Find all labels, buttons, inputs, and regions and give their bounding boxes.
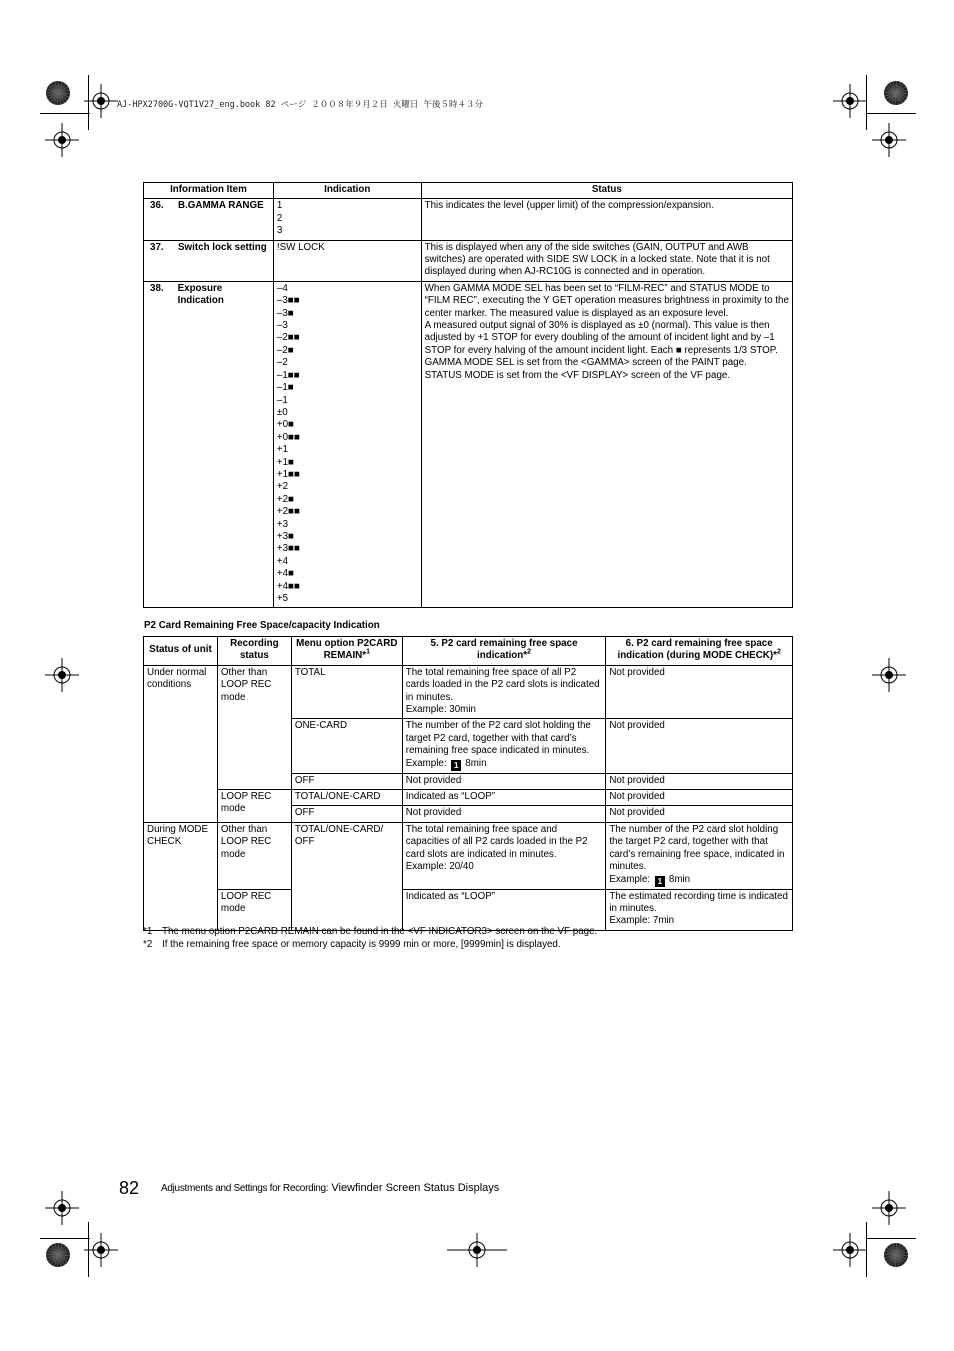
col5-cell [402, 719, 606, 773]
example-text: Example: 7min [609, 915, 675, 927]
menu-option-cell: TOTAL [291, 665, 402, 719]
col6-cell: Not provided [606, 719, 793, 773]
footnote-ref: 2 [776, 649, 781, 657]
list-line: –3 [276, 320, 288, 332]
example-label: Example: [609, 873, 651, 885]
header-status-of-unit: Status of unit [144, 637, 218, 666]
item-cell [144, 281, 274, 608]
header-indication: Indication [273, 183, 421, 199]
status-cell [421, 199, 792, 240]
list-line: +1 [276, 444, 289, 456]
item-number: 37. [150, 241, 164, 253]
footnote-text: The menu option P2CARD REMAIN can be found in the <VF INDICATOR3> screen on the VF page. [162, 926, 598, 937]
col5-cell: Not provided [402, 806, 606, 822]
list-line: +3■ [276, 530, 294, 542]
list-line: +4 [276, 555, 289, 567]
footnote-ref: 2 [527, 649, 531, 657]
list-line: +1■ [276, 456, 294, 468]
menu-option-cell: ONE-CARD [291, 719, 402, 773]
col5-cell [402, 822, 606, 889]
example-value: 8min [668, 873, 691, 885]
section-title: P2 Card Remaining Free Space/capacity Indication [144, 620, 380, 631]
status-cell [421, 240, 792, 281]
slot-number-icon: 1 [451, 760, 461, 771]
page-section-title [161, 1182, 499, 1194]
section-label: Adjustments and Settings for Recording: [161, 1183, 329, 1194]
indication-cell [273, 281, 421, 608]
list-line: +1■■ [276, 468, 300, 480]
list-line: –3■■ [276, 295, 300, 307]
list-line: This indicates the level (upper limit) of the compression/expansion. [424, 200, 714, 212]
recording-status-cell: LOOP REC mode [217, 889, 291, 930]
example-label: Example: [405, 757, 447, 769]
subsection-label: Viewfinder Screen Status Displays [331, 1182, 500, 1194]
example-value: 8min [465, 757, 487, 769]
list-line: +5 [276, 593, 289, 604]
status-cell [421, 281, 792, 608]
example-line [609, 874, 789, 887]
footnote [143, 926, 597, 937]
list-line: –1 [276, 394, 288, 406]
table-row [144, 790, 793, 806]
example-line [406, 758, 603, 771]
menu-option-cell: OFF [291, 773, 402, 789]
table-row [144, 665, 793, 719]
col6-cell: Not provided [606, 806, 793, 822]
list-line: +3 [276, 518, 289, 530]
list-line: This is displayed when any of the side switches (GAIN, OUTPUT and AWB switches) are operated with SIDE SW LOCK in a locked state. Note that it is not displayed during when AJ-RC10G is connected and in operation. [424, 241, 770, 278]
slot-number-icon: 1 [655, 876, 665, 887]
status-of-unit-cell: Under normal conditions [144, 665, 218, 822]
page-number: 82 [119, 1178, 140, 1198]
header-recording-status: Recording status [217, 637, 291, 666]
item-number: 38. [150, 282, 164, 294]
list-line: +4■■ [276, 580, 300, 592]
list-line: –1■ [276, 382, 294, 394]
item-name: B.GAMMA RANGE [178, 200, 264, 212]
col6-cell: Not provided [606, 665, 793, 719]
list-line: 2 [276, 212, 283, 224]
indication-cell [273, 240, 421, 281]
list-line: GAMMA MODE SEL is set from the <GAMMA> screen of the PAINT page. [424, 357, 747, 369]
col6-cell: Not provided [606, 773, 793, 789]
list-line: –2■■ [276, 332, 300, 344]
menu-option-cell: TOTAL/ONE-CARD/ OFF [291, 822, 402, 930]
table-row [144, 889, 793, 930]
p2-card-remaining-table [143, 636, 793, 931]
information-items-table [143, 182, 793, 608]
list-line: –1■■ [276, 369, 300, 381]
list-line: +0■■ [276, 431, 300, 443]
list-line: 1 [276, 200, 283, 212]
table-header-row [144, 183, 793, 199]
col6-cell [606, 889, 793, 930]
menu-option-cell: TOTAL/ONE-CARD [291, 790, 402, 806]
list-line: +3■■ [276, 543, 300, 555]
header-col6 [606, 637, 793, 666]
footnote-key: *2 [143, 939, 153, 950]
table-row [144, 281, 793, 608]
description-text: The number of the P2 card slot holding the target P2 card, together with that card’s remaining free space indicated in minutes. [405, 720, 591, 757]
footnote-ref: 1 [366, 649, 370, 657]
list-line: A measured output signal of 30% is displayed as ±0 (normal). This value is then adjusted by +1 STOP for every doubling of the amount of incident light and by –1 STOP for every halving of the amount incident light. Each ■ represents 1/3 STOP. [424, 320, 778, 356]
table-row [144, 240, 793, 281]
list-line: –4 [276, 282, 288, 294]
example-text: Example: 30min [405, 704, 476, 716]
recording-status-cell: Other than LOOP REC mode [217, 665, 291, 789]
col5-cell: Not provided [402, 773, 606, 789]
table-row [144, 822, 793, 889]
col5-cell: Indicated as “LOOP” [402, 889, 606, 930]
header-col6-text: 6. P2 card remaining free space indication (during MODE CHECK)* [617, 638, 777, 662]
header-status: Status [421, 183, 792, 199]
item-number: 36. [150, 200, 164, 212]
example-text: Example: 20/40 [405, 861, 474, 873]
list-line: –2■ [276, 344, 294, 356]
header-col5-text: 5. P2 card remaining free space indication* [430, 638, 578, 662]
list-line: +2■ [276, 493, 294, 505]
list-line: STATUS MODE is set from the <VF DISPLAY> screen of the VF page. [424, 369, 731, 381]
indication-cell [273, 199, 421, 240]
recording-status-cell: LOOP REC mode [217, 790, 291, 823]
list-line: 3 [276, 225, 283, 237]
description-text: The number of the P2 card slot holding the target P2 card, together with that card’s remaining free space, indicated in minutes. [609, 823, 785, 873]
footnote-text: If the remaining free space or memory capacity is 9999 min or more, [9999min] is displayed. [162, 939, 561, 950]
description-text: The total remaining free space and capacities of all P2 cards loaded in the P2 card slots are indicated in minutes. [405, 823, 588, 860]
footnote [143, 939, 561, 950]
header-menu-option-text: Menu option P2CARD REMAIN* [296, 638, 398, 662]
table-row [144, 199, 793, 240]
col6-cell [606, 822, 793, 889]
description-text: The total remaining free space of all P2 cards loaded in the P2 card slots is indicated in minutes. [405, 666, 600, 703]
list-line: –2 [276, 357, 288, 369]
col5-cell [402, 665, 606, 719]
list-line: +2 [276, 481, 289, 493]
menu-option-cell: OFF [291, 806, 402, 822]
list-line: !SW LOCK [276, 241, 325, 253]
item-name: Switch lock setting [178, 241, 267, 253]
item-name: Exposure Indication [177, 282, 224, 307]
list-line: ±0 [276, 406, 288, 418]
col6-cell: Not provided [606, 790, 793, 806]
footnote-key: *1 [143, 926, 153, 937]
list-line: –3■ [276, 307, 294, 319]
description-text: The estimated recording time is indicated in minutes. [609, 890, 788, 914]
list-line: +2■■ [276, 506, 300, 518]
item-cell [144, 199, 274, 240]
header-col5 [402, 637, 606, 666]
list-line: +0■ [276, 419, 294, 431]
header-information-item: Information Item [144, 183, 274, 199]
recording-status-cell: Other than LOOP REC mode [217, 822, 291, 889]
col5-cell: Indicated as “LOOP” [402, 790, 606, 806]
header-menu-option [291, 637, 402, 666]
list-line: +4■ [276, 568, 294, 580]
table-header-row [144, 637, 793, 666]
item-cell [144, 240, 274, 281]
status-of-unit-cell: During MODE CHECK [144, 822, 218, 930]
list-line: When GAMMA MODE SEL has been set to “FILM-REC” and STATUS MODE to “FILM REC”, executing the Y GET operation measures brightness in proximity to the center marker. The measured value is displayed as an exposure level. [424, 282, 789, 319]
file-info-header: AJ-HPX2700G-VQT1V27_eng.book 82 ページ ２００８年９月２日 火曜日 午後５時４３分 [117, 100, 483, 110]
